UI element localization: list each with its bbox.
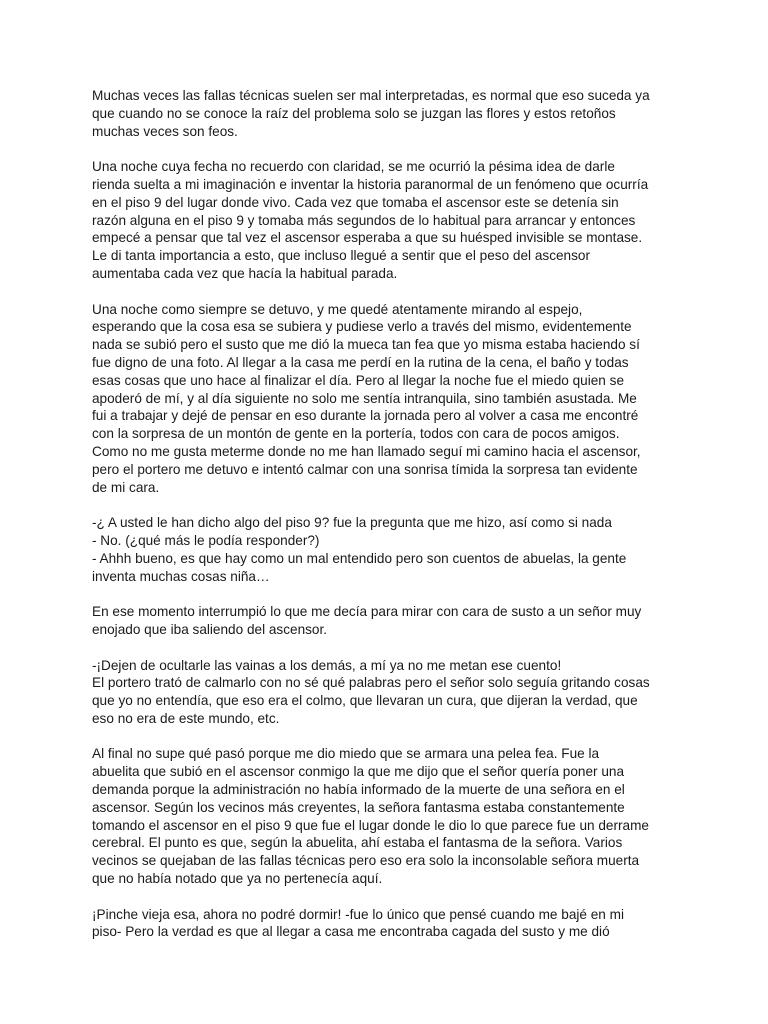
text-line: inventa muchas cosas niña… — [92, 568, 270, 584]
text-line: abuelita que subió en el ascensor conmigo la que me dijo que el señor quería poner una — [92, 764, 625, 780]
paragraph — [92, 657, 682, 728]
text-line: enojado que iba saliendo del ascensor. — [92, 621, 328, 637]
text-line: eso no era de este mundo, etc. — [92, 710, 280, 726]
text-line: cerebral. El punto es que, según la abuelita, ahí estaba el fantasma de la señora. Varios — [92, 835, 623, 851]
text-line: empecé a pensar que tal vez el ascensor esperaba a que su huésped invisible se montase. — [92, 230, 643, 246]
paragraph — [92, 745, 682, 887]
text-line: pero el portero me detuvo e intentó calmar con una sonrisa tímida la sorpresa tan evidente — [92, 461, 638, 477]
text-line: vecinos se quejaban de las fallas técnicas pero eso era solo la inconsolable señora muerta — [92, 853, 640, 869]
text-line: fui a trabajar y dejé de pensar en eso durante la jornada pero al volver a casa me encontré — [92, 408, 639, 424]
paragraph — [92, 158, 682, 283]
paragraph — [92, 301, 682, 497]
text-line: razón alguna en el piso 9 y tomaba más segundos de lo habitual para arrancar y entonces — [92, 212, 636, 228]
text-line: - Ahhh bueno, es que hay como un mal entendido pero son cuentos de abuelas, la gente — [92, 550, 627, 566]
text-line: nada se subió pero el susto que me dió la mueca tan fea que yo misma estaba haciendo sí — [92, 337, 640, 353]
text-line: piso- Pero la verdad es que al llegar a casa me encontraba cagada del susto y me dió — [92, 924, 610, 940]
text-line: muchas veces son feos. — [92, 123, 238, 139]
text-line: ¡Pinche vieja esa, ahora no podré dormir! -fue lo único que pensé cuando me bajé en mi — [92, 906, 624, 922]
text-line: demanda porque la administración no había informado de la muerte de una señora en el — [92, 782, 625, 798]
text-line: Le di tanta importancia a esto, que incluso llegué a sentir que el peso del ascensor — [92, 248, 590, 264]
text-line: ascensor. Según los vecinos más creyentes, la señora fantasma estaba constantemente — [92, 799, 625, 815]
text-line: esas cosas que uno hace al finalizar el día. Pero al llegar la noche fue el miedo quien se — [92, 372, 625, 388]
paragraph — [92, 906, 682, 942]
text-line: con la sorpresa de un montón de gente en la portería, todos con cara de pocos amigos. — [92, 426, 620, 442]
text-line: que yo no entendía, que eso era el colmo, que llevaran un cura, que dijeran la verdad, que — [92, 693, 638, 709]
text-line: Como no me gusta meterme donde no me han llamado seguí mi camino hacia el ascensor, — [92, 443, 641, 459]
text-line: rienda suelta a mi imaginación e inventar la historia paranormal de un fenómeno que ocurría — [92, 176, 649, 192]
paragraph — [92, 603, 682, 639]
text-line: aumentaba cada vez que hacía la habitual parada. — [92, 265, 398, 281]
text-line: esperando que la cosa esa se subiera y pudiese verlo a través del mismo, evidentemente — [92, 319, 632, 335]
text-line: -¿ A usted le han dicho algo del piso 9? fue la pregunta que me hizo, así como si nada — [92, 515, 612, 531]
text-line: El portero trató de calmarlo con no sé qué palabras pero el señor solo seguía gritando cosas — [92, 675, 650, 691]
text-line: que cuando no se conoce la raíz del problema solo se juzgan las flores y estos retoños — [92, 105, 616, 121]
paragraph — [92, 514, 682, 585]
text-line: tomando el ascensor en el piso 9 que fue el lugar donde le dio lo que parece fue un derrame — [92, 817, 649, 833]
text-line: -¡Dejen de ocultarle las vainas a los demás, a mí ya no me metan ese cuento! — [92, 657, 562, 673]
text-line: apoderó de mí, y al día siguiente no solo me sentía intranquila, sino también asustada. Me — [92, 390, 637, 406]
text-line: Al final no supe qué pasó porque me dio miedo que se armara una pelea fea. Fue la — [92, 746, 600, 762]
text-line: En ese momento interrumpió lo que me decía para mirar con cara de susto a un señor muy — [92, 604, 642, 620]
text-line: fue digno de una foto. Al llegar a la casa me perdí en la rutina de la cena, el baño y todas — [92, 354, 629, 370]
text-line: Una noche cuya fecha no recuerdo con claridad, se me ocurrió la pésima idea de darle — [92, 159, 615, 175]
text-line: en el piso 9 del lugar donde vivo. Cada vez que tomaba el ascensor este se detenía sin — [92, 194, 619, 210]
text-line: Una noche como siempre se detuvo, y me quedé atentamente mirando al espejo, — [92, 301, 583, 317]
paragraph — [92, 87, 682, 140]
text-line: - No. (¿qué más le podía responder?) — [92, 532, 320, 548]
text-line: que no había notado que ya no pertenecía aquí. — [92, 871, 383, 887]
text-line: Muchas veces las fallas técnicas suelen ser mal interpretadas, es normal que eso suceda ya — [92, 88, 650, 103]
document-body — [92, 87, 682, 959]
text-line: de mi cara. — [92, 479, 160, 495]
